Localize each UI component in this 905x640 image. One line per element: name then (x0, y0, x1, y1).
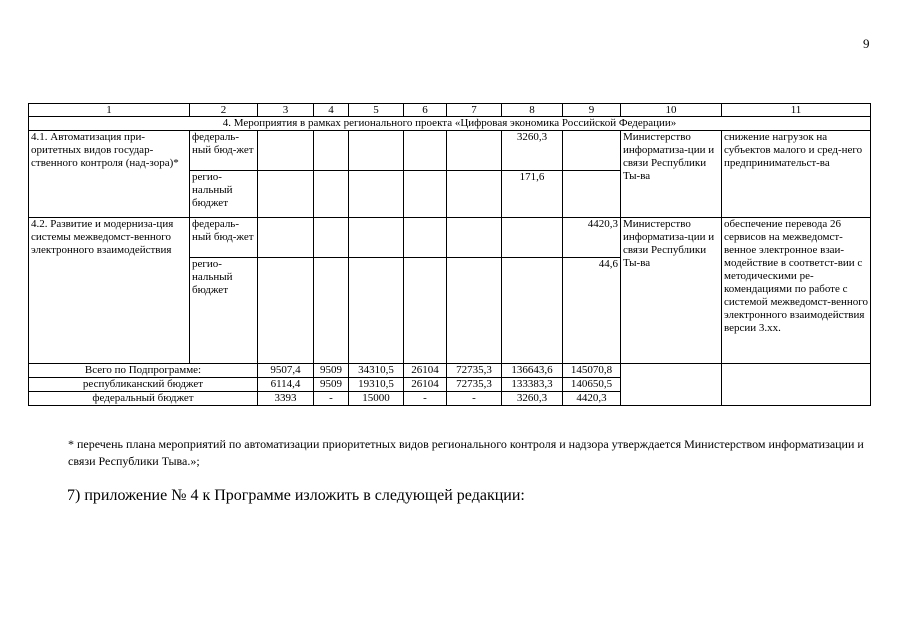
header-cell: 7 (447, 104, 502, 117)
total-label: Всего по Подпрограмме: (29, 364, 258, 378)
total-value: - (404, 392, 447, 406)
table-cell (404, 218, 447, 258)
funding-source: федераль-ный бюд-жет (190, 218, 258, 258)
table-cell (502, 218, 563, 258)
total-value: 3260,3 (502, 392, 563, 406)
table-cell (621, 364, 722, 406)
table-row (29, 131, 871, 171)
total-value: 72735,3 (447, 378, 502, 392)
instruction-paragraph: 7) приложение № 4 к Программе изложить в следующей редакции: (67, 487, 525, 504)
section-title: 4. Мероприятия в рамках регионального проекта «Цифровая экономика Российской Федерации» (29, 117, 871, 131)
header-cell: 1 (29, 104, 190, 117)
page-number: 9 (863, 36, 870, 51)
total-value: 15000 (349, 392, 404, 406)
measure-name: 4.2. Развитие и модерниза-ция системы межведомст-венного электронного взаимодействия (29, 218, 190, 364)
header-cell: 3 (258, 104, 314, 117)
table-cell (349, 258, 404, 364)
table-row (29, 218, 871, 258)
total-value: 145070,8 (563, 364, 621, 378)
header-cell: 11 (722, 104, 871, 117)
header-cell: 9 (563, 104, 621, 117)
total-label: республиканский бюджет (29, 378, 258, 392)
executor: Министерство информатиза-ции и связи Республики Ты-ва (621, 218, 722, 364)
table-cell: 3260,3 (502, 131, 563, 171)
total-value: 3393 (258, 392, 314, 406)
table-cell (447, 218, 502, 258)
total-value: 9509 (314, 378, 349, 392)
table-cell (447, 131, 502, 171)
table-cell (258, 131, 314, 171)
table-cell (349, 218, 404, 258)
funding-source: регио-нальный бюджет (190, 171, 258, 218)
table-cell (447, 258, 502, 364)
table-cell (404, 171, 447, 218)
table-cell (258, 258, 314, 364)
total-value: 133383,3 (502, 378, 563, 392)
header-row (29, 104, 871, 117)
table-cell (314, 258, 349, 364)
expected-result: обеспечение перевода 26 сервисов на межведомст-венное электронное взаи-модействие в соответст-вии с методическими ре-комендациями по работе с системой межведомст-венного электронного взаимодействия версии 3.хх. (722, 218, 871, 364)
total-label: федеральный бюджет (29, 392, 258, 406)
table-cell (258, 218, 314, 258)
total-row (29, 364, 871, 378)
section-title-row (29, 117, 871, 131)
header-cell: 10 (621, 104, 722, 117)
table-cell: 44,6 (563, 258, 621, 364)
total-value: 4420,3 (563, 392, 621, 406)
table-cell (404, 258, 447, 364)
total-value: 34310,5 (349, 364, 404, 378)
table-cell (349, 131, 404, 171)
table-cell (314, 171, 349, 218)
total-value: 140650,5 (563, 378, 621, 392)
table-cell (563, 171, 621, 218)
expected-result: снижение нагрузок на субъектов малого и сред-него предпринимательст-ва (722, 131, 871, 218)
header-cell: 4 (314, 104, 349, 117)
funding-source: регио-нальный бюджет (190, 258, 258, 364)
funding-source: федераль-ный бюд-жет (190, 131, 258, 171)
total-value: 9509 (314, 364, 349, 378)
total-value: 136643,6 (502, 364, 563, 378)
total-value: 19310,5 (349, 378, 404, 392)
table-cell: 171,6 (502, 171, 563, 218)
table-cell (722, 364, 871, 406)
total-value: - (314, 392, 349, 406)
total-value: 9507,4 (258, 364, 314, 378)
table-cell (349, 171, 404, 218)
total-value: - (447, 392, 502, 406)
table-cell: 4420,3 (563, 218, 621, 258)
total-value: 26104 (404, 378, 447, 392)
total-value: 72735,3 (447, 364, 502, 378)
header-cell: 2 (190, 104, 258, 117)
table-cell (404, 131, 447, 171)
table-cell (258, 171, 314, 218)
table-cell (563, 131, 621, 171)
table-cell (447, 171, 502, 218)
program-table (28, 103, 871, 406)
footnote: * перечень плана мероприятий по автоматизации приоритетных видов регионального контроля и надзора утверждается Министерством информатизации и связи Республики Тыва.»; (68, 437, 864, 468)
total-value: 6114,4 (258, 378, 314, 392)
header-cell: 6 (404, 104, 447, 117)
table-cell (502, 258, 563, 364)
table-cell (314, 131, 349, 171)
total-value: 26104 (404, 364, 447, 378)
measure-name: 4.1. Автоматизация при-оритетных видов государ-ственного контроля (над-зора)* (29, 131, 190, 218)
header-cell: 8 (502, 104, 563, 117)
executor: Министерство информатиза-ции и связи Республики Ты-ва (621, 131, 722, 218)
header-cell: 5 (349, 104, 404, 117)
table-cell (314, 218, 349, 258)
